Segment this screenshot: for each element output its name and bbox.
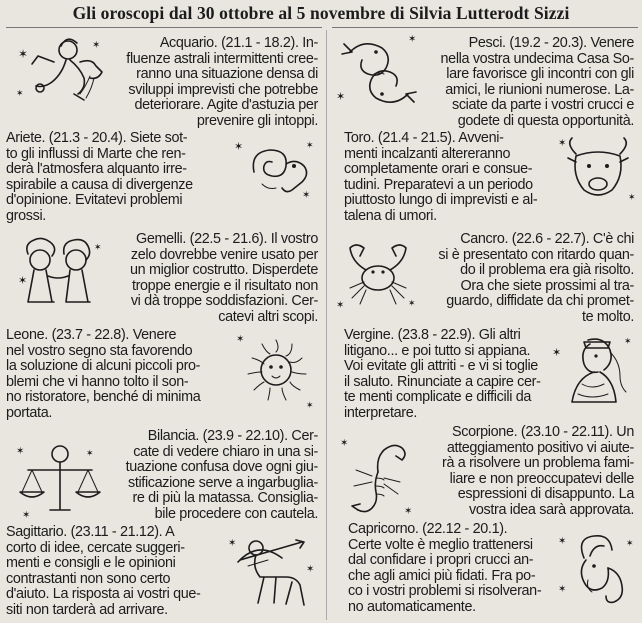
gemini-icon (14, 236, 106, 308)
sign-sagittario-text: Sagittario. (23.11 - 21.12). A corto di idee, cercate suggeri- menti e consigli e le opinioni contrastanti non sono certo d'aiuto. La risposta ai vostri que- siti non tarderà ad arrivare. (6, 524, 201, 618)
svg-text:✶: ✶ (336, 91, 346, 103)
capricorn-icon (556, 530, 638, 610)
svg-text:✶: ✶ (558, 584, 567, 595)
scorpio-icon (338, 432, 420, 520)
svg-text:✶: ✶ (306, 564, 315, 575)
svg-text:✶: ✶ (558, 138, 567, 149)
aquarius-icon (14, 32, 106, 104)
svg-text:✶: ✶ (16, 446, 25, 457)
column-divider (326, 30, 327, 620)
svg-text:✶: ✶ (404, 506, 413, 517)
svg-text:✶: ✶ (92, 40, 101, 51)
svg-text:✶: ✶ (236, 334, 245, 345)
svg-text:✶: ✶ (302, 190, 311, 201)
svg-text:✶: ✶ (408, 298, 416, 308)
leo-icon (234, 330, 316, 412)
virgo-icon (548, 330, 638, 420)
page-title: Gli oroscopi dal 30 ottobre al 5 novembre di Silvia Lutterodt Sizzi (72, 3, 570, 23)
sign-vergine-text: Vergine. (23.8 - 22.9). Gli altri litigano... e poi tutto si appiana. Voi evitate gli attriti - e vi si toglie il saluto. Rinunciate a capire cer- te menti complicate e difficili da interpretare. (344, 327, 541, 421)
svg-text:✶: ✶ (228, 538, 237, 549)
sign-capricorno-text: Capricorno. (22.12 - 20.1). Certe volte è meglio trattenersi dal confidare i propri crucci an- che agli amici più fidati. Fra po- co i vostri problemi si risolveran- no automaticamente. (348, 521, 542, 615)
svg-text:✶: ✶ (18, 47, 29, 61)
pisces-icon (334, 30, 424, 116)
title-rule-left (6, 27, 322, 28)
sign-pesci-text: Pesci. (19.2 - 20.3). Venere nella vostra undecima Casa So- lare favorisce gli incontri con gli amici, le riunioni numerose. La- sciate da parte i vostri crucci e godete di questa opportunità. (440, 35, 634, 129)
svg-text:✶: ✶ (340, 438, 349, 449)
libra-icon (16, 440, 104, 522)
svg-text:✶: ✶ (86, 448, 94, 458)
svg-text:✶: ✶ (336, 300, 345, 311)
svg-text:✶: ✶ (16, 88, 24, 98)
sign-leone-text: Leone. (23.7 - 22.8). Venere nel vostro segno sta favorendo la soluzione di alcuni piccoli pro- blemi che vi hanno tolto il son- no ristoratore, benché di minima portata. (6, 327, 201, 421)
svg-text:✶: ✶ (552, 347, 562, 359)
sagittarius-icon (226, 532, 318, 612)
svg-text:✶: ✶ (22, 510, 31, 521)
svg-text:✶: ✶ (558, 536, 567, 547)
aries-icon (232, 136, 316, 202)
taurus-icon (558, 134, 638, 206)
svg-text:✶: ✶ (234, 141, 244, 153)
svg-text:✶: ✶ (306, 140, 314, 150)
sign-scorpione-text: Scorpione. (23.10 - 22.11). Un atteggiamento positivo vi aiute- rà a risolvere un problema fami- liare e non preoccupatevi delle espressioni di disappunto. La vostra idea sarà approvata. (442, 424, 634, 518)
sign-gemelli-text: Gemelli. (22.5 - 21.6). Il vostro zelo dovrebbe venire usato per un miglior costrutto. Disperdete troppe energie e il risultato non vi dà troppe soddisfazioni. Cer- catevi altri scopi. (130, 231, 318, 325)
sign-cancro-text: Cancro. (22.6 - 22.7). C'è chi si è presentato con ritardo quan- do il problema era già risolto. Ora che siete prossimi al tra- guardo, diffidate da chi promet- te molto. (438, 231, 634, 325)
svg-text:✶: ✶ (306, 400, 314, 410)
svg-text:✶: ✶ (626, 538, 634, 548)
sign-acquario-text: Acquario. (21.1 - 18.2). In- fluenze astrali intermittenti cree- ranno una situazione densa di sviluppi imprevisti che potrebbe deteriorare. Agite d'astuzia per prevenire gli intoppi. (126, 35, 318, 129)
svg-text:✶: ✶ (628, 192, 636, 202)
sign-toro-text: Toro. (21.4 - 21.5). Avveni- menti incalzanti altereranno completamente orari e consue- tudini. Preparatevi a un periodo piuttosto lungo di imprevisti e al- talena di umori. (344, 130, 538, 224)
sign-bilancia-text: Bilancia. (23.9 - 22.10). Cer- cate di vedere chiaro in una si- tuazione confusa dove ogni giu- stificazione serve a ingarbuglia- re di più la matassa. Consiglia- bile procedere con cautela. (125, 428, 318, 522)
title-rule-right (332, 27, 638, 28)
sign-ariete-text: Ariete. (21.3 - 20.4). Siete sot- to gli influssi di Marte che ren- derà l'atmosfera alquanto irre- spirabile a causa di divergenze d'opinione. Evitatevi problemi grossi. (6, 130, 193, 224)
cancer-icon (336, 234, 420, 312)
svg-text:✶: ✶ (624, 336, 632, 346)
svg-text:✶: ✶ (408, 34, 417, 45)
svg-text:✶: ✶ (94, 242, 102, 252)
svg-text:✶: ✶ (18, 275, 28, 287)
